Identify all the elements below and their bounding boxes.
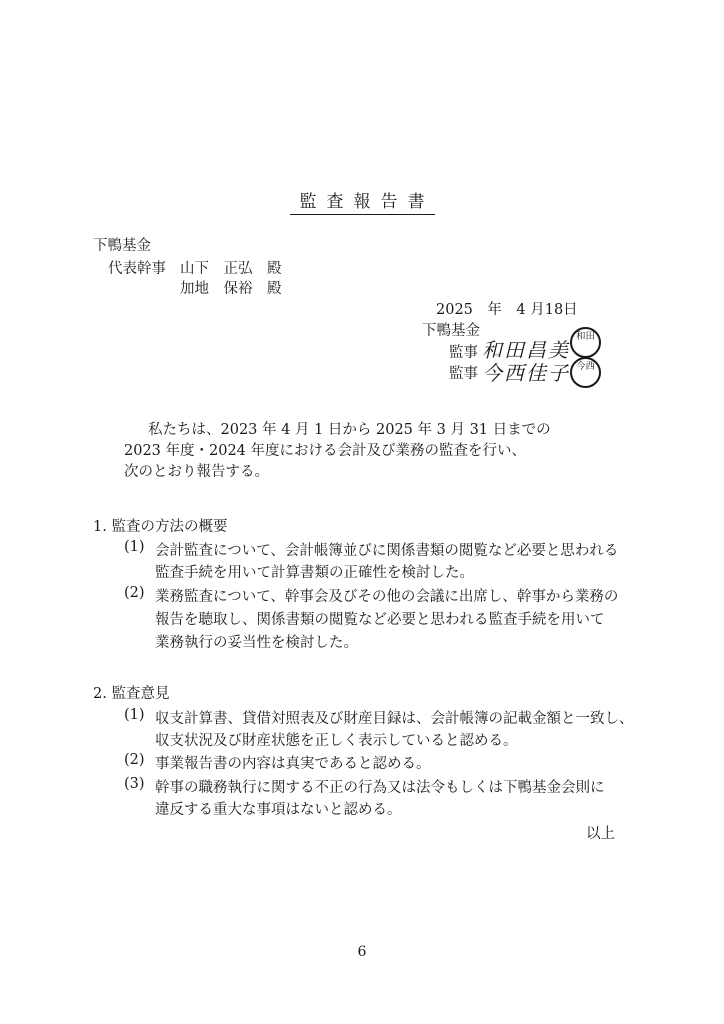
signature-2: 今西佳子 (482, 361, 570, 385)
intro-line-3: 次のとおり報告する。 (124, 464, 269, 480)
addressee-org: 下鴨基金 (93, 238, 151, 254)
seal-stamp-2: 今西 (570, 357, 601, 388)
section-1-item-1-line-2: 監査手続を用いて計算書類の正確性を検討した。 (155, 565, 474, 581)
section-1-item-1-number: (1) (124, 539, 145, 555)
section-1-item-2-line-1: 業務監査について、幹事会及びその他の会議に出席し、幹事から業務の (155, 589, 619, 605)
signer-org: 下鴨基金 (422, 323, 480, 339)
addressee-role: 代表幹事 (108, 261, 166, 277)
section-2-item-2-number: (2) (124, 752, 145, 768)
closing-text: 以上 (586, 826, 615, 842)
page-title: 監査報告書 (0, 187, 724, 212)
section-2-item-1-line-1: 収支計算書、貸借対照表及び財産目録は、会計帳簿の記載金額と一致し、 (155, 711, 634, 727)
intro-line-1: 私たちは、2023 年 4 月 1 日から 2025 年 3 月 31 日までの (148, 422, 551, 438)
section-2-heading: 2. 監査意見 (93, 686, 170, 702)
section-2-item-1-number: (1) (124, 707, 145, 723)
report-date: 2025 年 4 月18日 (436, 302, 578, 318)
signature-1: 和田昌美 (482, 338, 570, 362)
section-2-item-3-number: (3) (124, 776, 145, 792)
section-1-item-1-line-1: 会計監査について、会計帳簿並びに関係書類の閲覧など必要と思われる (155, 543, 619, 559)
section-1-item-2-line-3: 業務執行の妥当性を検討した。 (155, 635, 358, 651)
page-number: 6 (357, 944, 367, 960)
addressee-name-1: 山下 正弘 殿 (180, 261, 282, 277)
section-1-item-2-line-2: 報告を聴取し、関係書類の閲覧など必要と思われる監査手続を用いて (155, 612, 605, 628)
section-2-item-3-line-1: 幹事の職務執行に関する不正の行為又は法令もしくは下鴨基金会則に (155, 780, 605, 796)
signer-role-1: 監事 (449, 345, 478, 361)
section-2-item-3-line-2: 違反する重大な事項はないと認める。 (155, 802, 402, 818)
section-1-item-2-number: (2) (124, 585, 145, 601)
signer-role-2: 監事 (449, 366, 478, 382)
addressee-name-2: 加地 保裕 殿 (180, 281, 282, 297)
section-2-item-2-line-1: 事業報告書の内容は真実であると認める。 (155, 756, 431, 772)
section-1-heading: 1. 監査の方法の概要 (93, 519, 228, 535)
intro-line-2: 2023 年度・2024 年度における会計及び業務の監査を行い、 (124, 443, 527, 459)
seal-stamp-1: 和田 (570, 327, 601, 358)
section-2-item-1-line-2: 収支状況及び財産状態を正しく表示していると認める。 (155, 733, 518, 749)
